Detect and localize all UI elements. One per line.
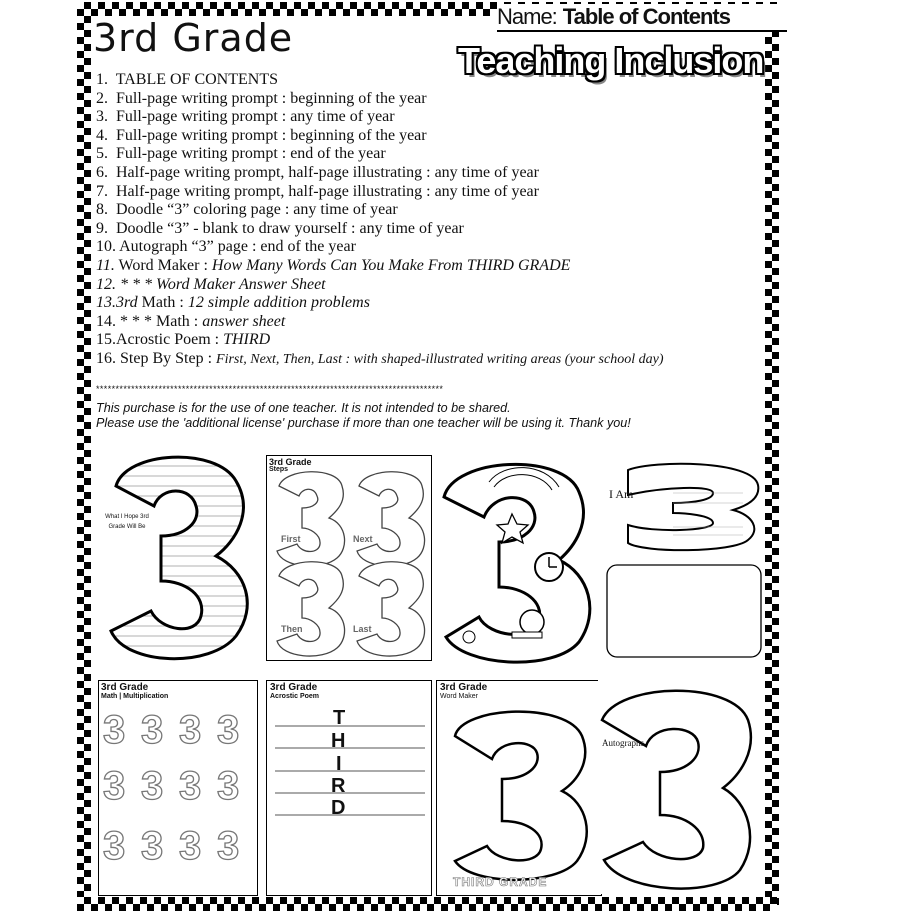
checker-border-right <box>765 30 779 909</box>
toc-item: 3. Full-page writing prompt : any time of year <box>96 108 395 126</box>
step-label: First <box>281 534 301 544</box>
acrostic-letter: T <box>333 707 346 729</box>
notice-line: This purchase is for the use of one teacher. It is not intended to be shared. <box>96 401 511 415</box>
toc-item: 10. Autograph “3” page : end of the year <box>96 238 356 256</box>
thumbnail-what-i-hope <box>96 446 262 668</box>
step-label: Last <box>353 624 372 634</box>
toc-item: 1. TABLE OF CONTENTS <box>96 71 278 88</box>
toc-item: 2. Full-page writing prompt : beginning of the year <box>96 89 427 107</box>
thumbnail-subtitle: Math | Multiplication <box>101 693 169 700</box>
divider-stars: ***************************************************************************************** <box>96 384 444 394</box>
thumbnail-acrostic <box>266 680 432 896</box>
table-of-contents <box>96 71 756 370</box>
checker-border-left <box>77 2 91 909</box>
thumbnail-title: 3rd Grade <box>270 682 318 693</box>
thumbnail-math <box>98 680 258 896</box>
thumbnail-subtitle: Word Maker <box>440 693 478 700</box>
number-three-outline-icon <box>96 446 262 668</box>
acrostic-letter: D <box>331 797 346 819</box>
thumbnail-doodle-coloring <box>434 452 600 666</box>
thumbnail-subtitle: Acrostic Poem <box>270 693 320 700</box>
toc-item: 4. Full-page writing prompt : beginning of the year <box>96 126 427 144</box>
toc-item: 9. Doodle “3” - blank to draw yourself : any time of year <box>96 219 464 237</box>
acrostic-letter: R <box>331 775 346 797</box>
number-three-outline-icon <box>598 680 760 894</box>
math-threes-icon <box>99 681 257 895</box>
thumbnail-title: 3rd Grade <box>269 457 312 467</box>
svg-text:3: 3 <box>217 824 240 868</box>
number-three-outline-icon <box>437 681 601 895</box>
toc-item: 11. Word Maker : How Many Words Can You Make From THIRD GRADE <box>96 256 571 274</box>
svg-text:3: 3 <box>141 764 164 808</box>
svg-text:3: 3 <box>141 708 164 752</box>
svg-text:3: 3 <box>179 764 202 808</box>
toc-item: 15.Acrostic Poem : THIRD <box>96 331 271 349</box>
thumbnail-label: Autographs <box>602 738 644 748</box>
page-title: 3rd Grade <box>93 16 294 60</box>
toc-item: 5. Full-page writing prompt : end of the year <box>96 145 386 163</box>
notice-line: Please use the 'additional license' purchase if more than one teacher will be using it. Thank you! <box>96 416 631 430</box>
svg-text:3: 3 <box>103 708 126 752</box>
acrostic-lines-icon <box>267 681 431 895</box>
thumbnail-subtitle: Steps <box>269 466 289 473</box>
thumbnail-label: I Am <box>609 487 634 501</box>
acrostic-letter: H <box>331 730 346 752</box>
toc-item: 7. Half-page writing prompt, half-page illustrating : any time of year <box>96 182 539 200</box>
license-notice <box>96 401 631 431</box>
doodle-three-icon <box>434 452 600 666</box>
thumbnail-word-maker <box>436 680 602 896</box>
toc-item: 12. * * * Word Maker Answer Sheet <box>96 275 326 293</box>
thumbnail-autographs <box>598 680 760 894</box>
thumbnail-title: 3rd Grade <box>440 682 488 693</box>
svg-text:3: 3 <box>217 708 240 752</box>
svg-text:3: 3 <box>179 824 202 868</box>
thumbnail-footer: THIRD GRADE <box>453 875 548 889</box>
toc-item: 14. * * * Math : answer sheet <box>96 312 286 330</box>
toc-item: 6. Half-page writing prompt, half-page illustrating : any time of year <box>96 163 539 181</box>
brand-logo-text: Teaching Inclusion <box>458 40 764 81</box>
svg-text:3: 3 <box>141 824 164 868</box>
checker-border-bottom <box>77 897 777 911</box>
step-label: Then <box>281 624 303 634</box>
svg-text:3: 3 <box>103 824 126 868</box>
thumbnail-steps <box>266 455 432 661</box>
acrostic-letter: I <box>336 753 342 775</box>
thumbnail-title: 3rd Grade <box>101 682 149 693</box>
svg-text:3: 3 <box>217 764 240 808</box>
name-label: Name: <box>497 4 557 29</box>
toc-item: 16. Step By Step : First, Next, Then, Last : with shaped-illustrated writing areas (your school day) <box>96 349 664 367</box>
svg-text:3: 3 <box>179 708 202 752</box>
name-value: Table of Contents <box>562 4 730 29</box>
step-label: Next <box>353 534 373 544</box>
thumbnail-label: What I Hope 3rd Grade Will Be <box>105 514 149 530</box>
svg-text:3: 3 <box>103 764 126 808</box>
thumbnail-i-am <box>603 455 763 663</box>
toc-item: 8. Doodle “3” coloring page : any time of year <box>96 201 398 219</box>
name-line <box>497 4 787 32</box>
toc-item: 13.3rd Math : 12 simple addition problems <box>96 294 370 312</box>
